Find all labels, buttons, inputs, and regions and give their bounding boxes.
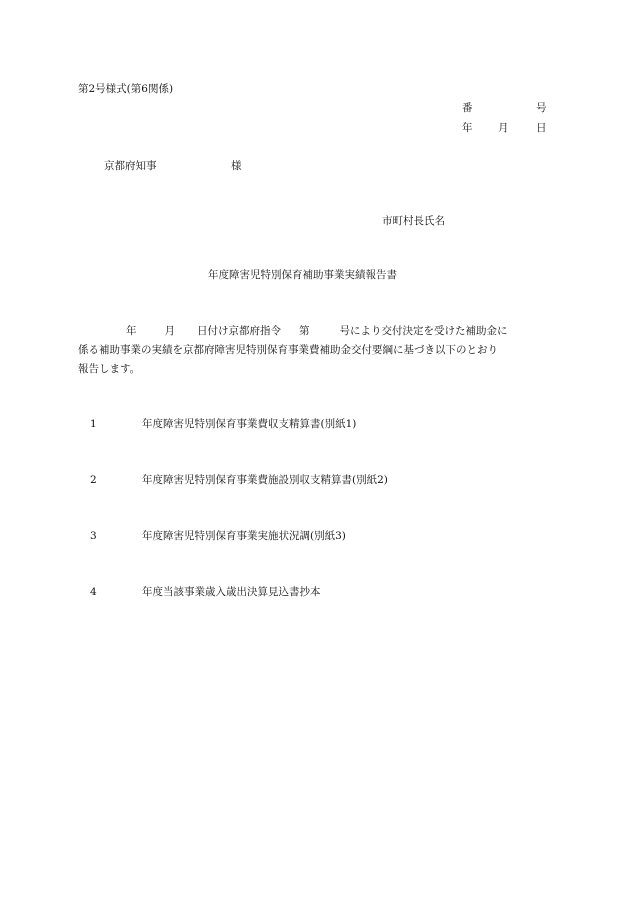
number-suffix: 号 [536, 102, 547, 114]
addressee-name: 京都府知事 [104, 160, 157, 172]
item-number: 2 [90, 474, 97, 486]
body-line1-rest: 号により交付決定を受けた補助金に [339, 325, 508, 337]
item-number: 3 [90, 530, 97, 542]
item-text: 年度障害児特別保育事業費施設別収支精算書(別紙2) [142, 474, 388, 486]
number-label: 番 [462, 102, 473, 114]
body-paragraph [78, 322, 552, 379]
body-dai: 第 [299, 325, 310, 337]
document-title: 年度障害児特別保育補助事業実績報告書 [208, 269, 397, 281]
addressee [104, 159, 242, 173]
body-line-3: 報告します。 [78, 363, 141, 375]
body-line-1 [78, 322, 552, 341]
item-text: 年度障害児特別保育事業費収支精算書(別紙1) [142, 418, 357, 430]
date-day: 日 [536, 122, 547, 134]
body-month: 月 [164, 325, 175, 337]
item-text: 年度当該事業歳入歳出決算見込書抄本 [142, 586, 321, 598]
sender-name: 市町村長氏名 [382, 215, 445, 227]
item-text: 年度障害児特別保育事業実施状況調(別紙3) [142, 530, 346, 542]
item-number: 1 [90, 418, 97, 430]
form-label: 第2号様式(第6関係) [78, 83, 174, 95]
body-dated: 日付け京都府指令 [197, 325, 281, 337]
body-line-2: 係る補助事業の実績を京都府障害児特別保育事業費補助金交付要綱に基づき以下のとおり [78, 344, 498, 356]
body-year: 年 [126, 325, 137, 337]
addressee-honorific: 様 [231, 160, 242, 172]
item-number: 4 [90, 586, 97, 598]
date-year: 年 [462, 122, 473, 134]
date-month: 月 [498, 122, 509, 134]
